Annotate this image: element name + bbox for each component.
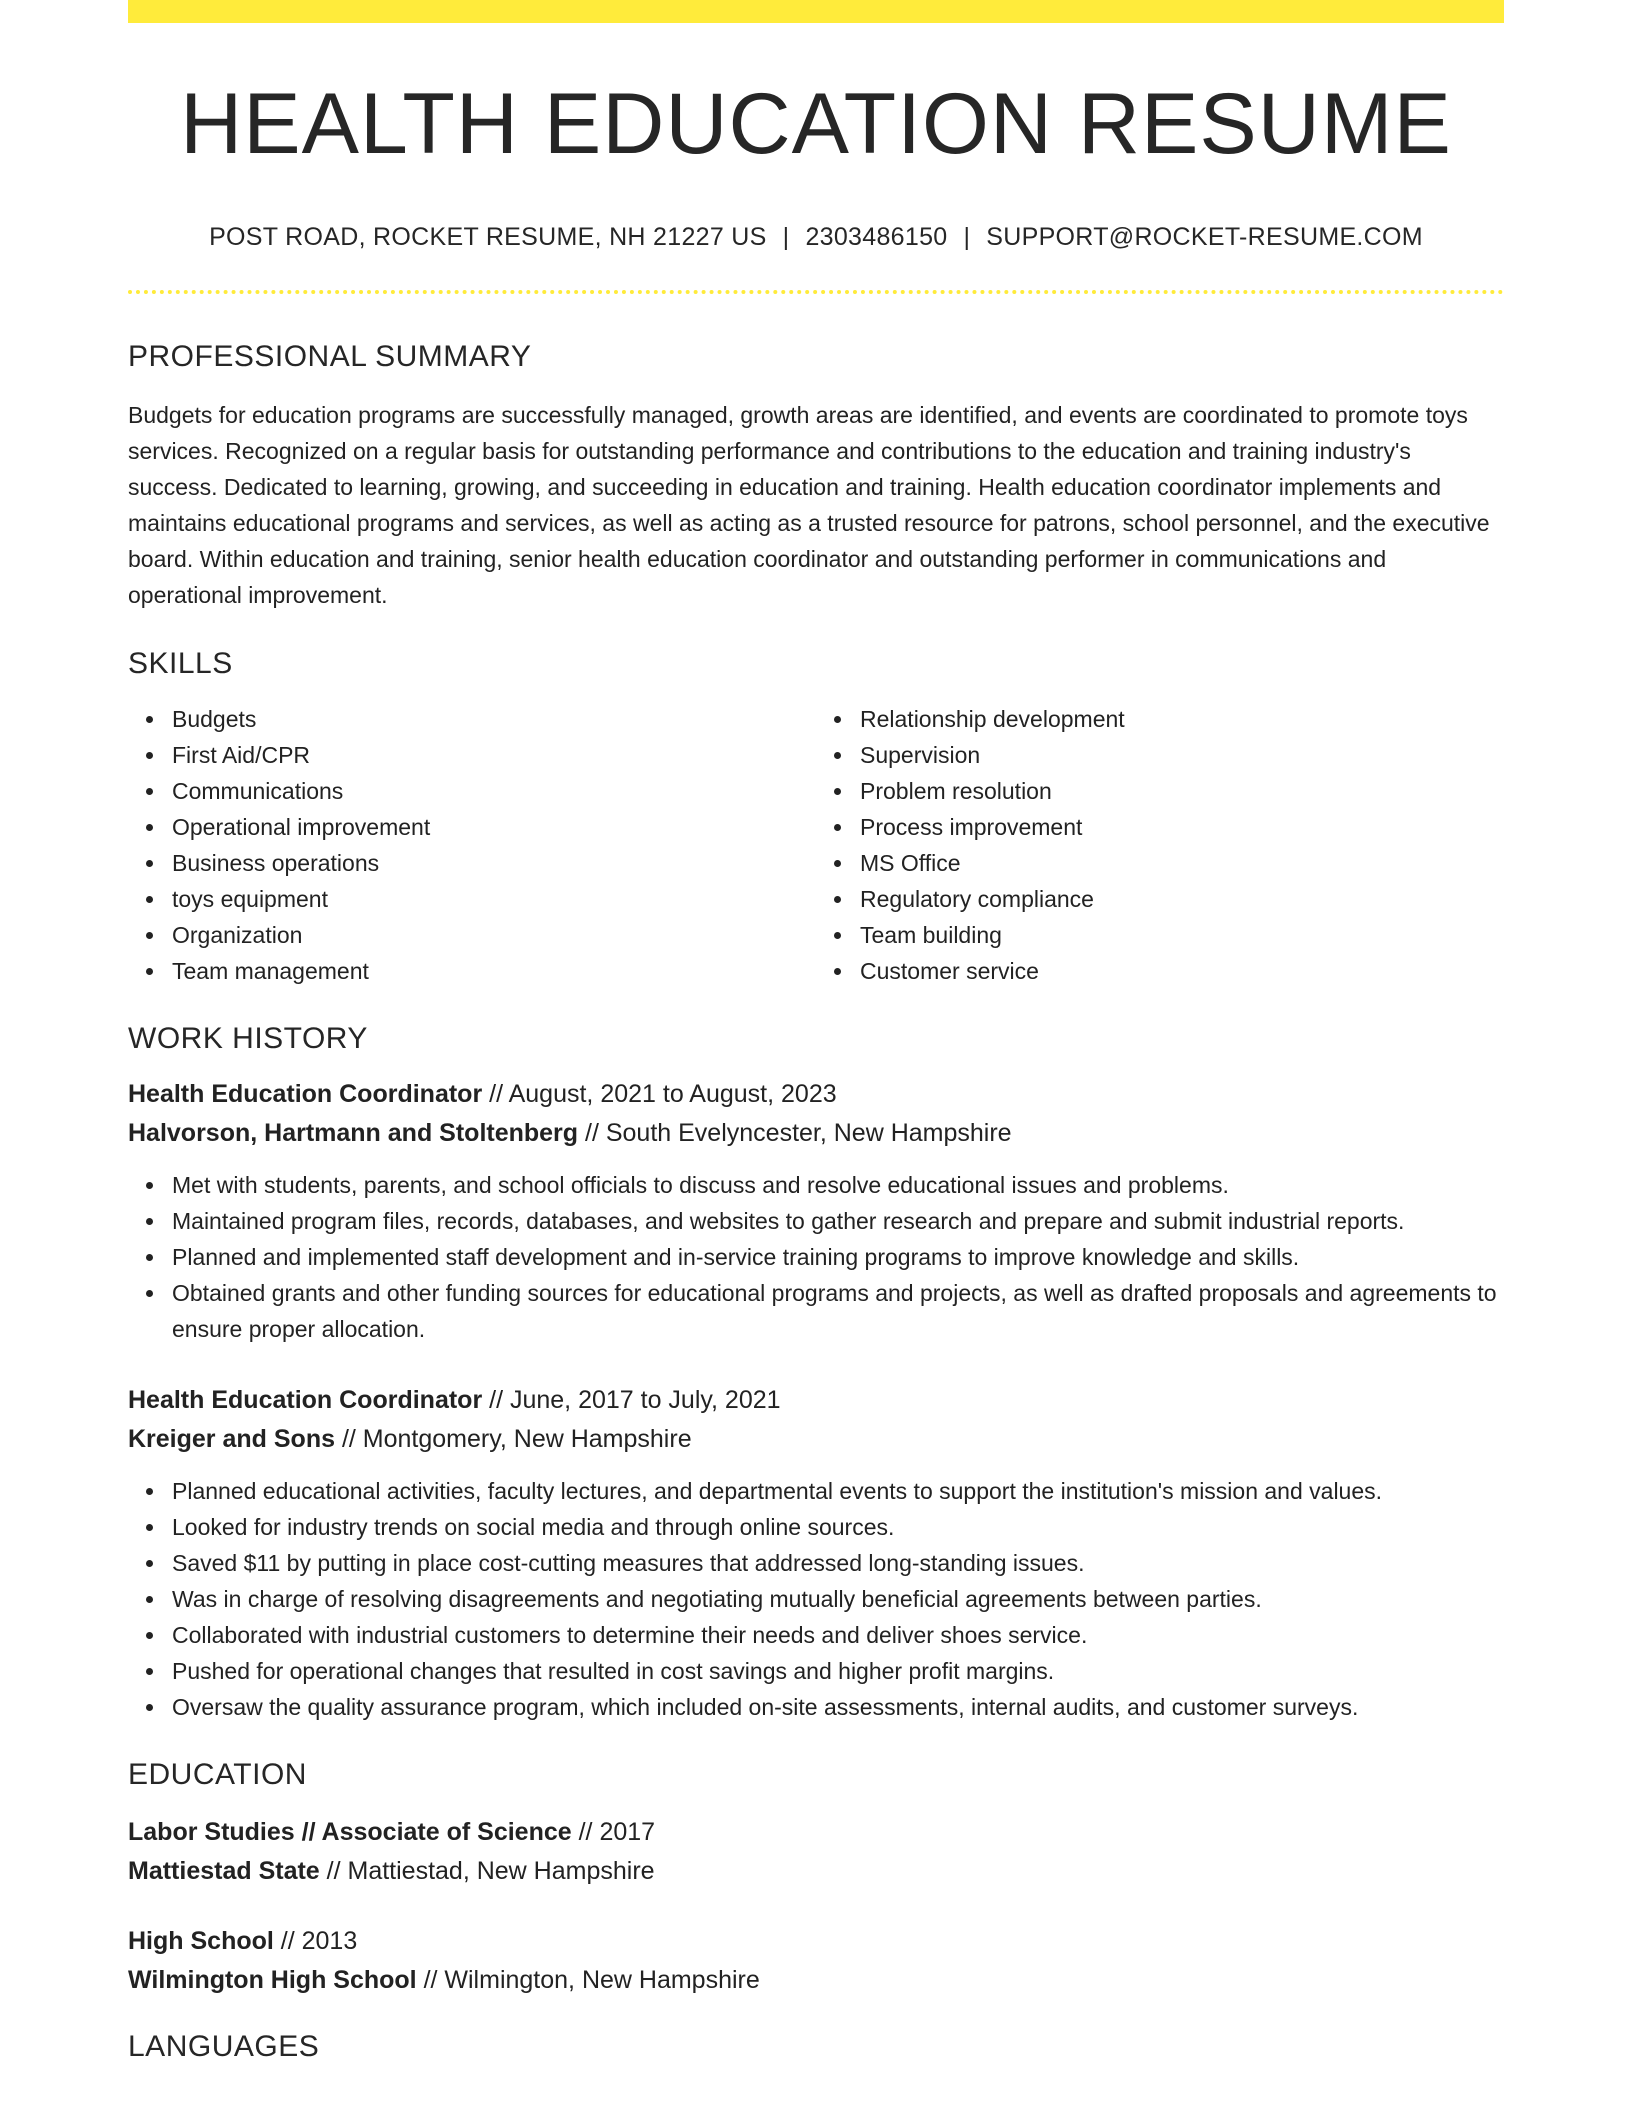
contact-email: SUPPORT@ROCKET-RESUME.COM (986, 223, 1423, 251)
skill-item: Process improvement (860, 809, 1504, 845)
contact-address: POST ROAD, ROCKET RESUME, NH 21227 US (209, 223, 767, 251)
education-school-line (128, 1852, 1504, 1891)
skill-item: Communications (172, 773, 816, 809)
skill-item: Problem resolution (860, 773, 1504, 809)
contact-phone: 2303486150 (805, 223, 948, 251)
education-school-line (128, 1961, 1504, 2000)
job-company: Halvorson, Hartmann and Stoltenberg (128, 1119, 579, 1147)
skills-heading: SKILLS (128, 647, 233, 680)
skill-item: Team management (172, 953, 816, 989)
job-company-line (128, 1420, 1504, 1459)
skill-item: toys equipment (172, 881, 816, 917)
skill-item: Relationship development (860, 701, 1504, 737)
education-degree: Labor Studies // Associate of Science (128, 1818, 572, 1846)
education-school: Mattiestad State (128, 1857, 320, 1885)
skill-item: Customer service (860, 953, 1504, 989)
job-bullet: Oversaw the quality assurance program, which included on-site assessments, internal audits, and customer surveys. (172, 1689, 1504, 1725)
education-school: Wilmington High School (128, 1966, 417, 1994)
skill-item: Team building (860, 917, 1504, 953)
job-company-line (128, 1114, 1504, 1153)
job-bullets (128, 1473, 1504, 1725)
summary-text: Budgets for education programs are successfully managed, growth areas are identified, and events are coordinated to promote toys services. Recognized on a regular basis for outstanding performance and contributions to the education and training industry's success. Dedicated to learning, growing, and succeeding in education and training. Health education coordinator implements and maintains educational programs and services, as well as acting as a trusted resource for patrons, school personnel, and the executive board. Within education and training, senior health education coordinator and outstanding performer in communications and operational improvement. (128, 402, 1490, 608)
education-location: // Mattiestad, New Hampshire (319, 1857, 655, 1885)
education-degree-line (128, 1922, 1504, 1961)
resume-title: HEALTH EDUCATION RESUME (180, 76, 1452, 172)
skills-grid (128, 701, 1504, 989)
accent-top-bar (128, 0, 1504, 23)
job-bullet: Was in charge of resolving disagreements and negotiating mutually beneficial agreements between parties. (172, 1581, 1504, 1617)
work-history-heading: WORK HISTORY (128, 1022, 368, 1055)
job-bullet: Planned and implemented staff development and in-service training programs to improve knowledge and skills. (172, 1239, 1504, 1275)
education-heading: EDUCATION (128, 1758, 307, 1791)
languages-heading: LANGUAGES (128, 2030, 320, 2063)
job-entry (128, 1075, 1504, 1347)
job-title: Health Education Coordinator (128, 1386, 483, 1414)
contact-line (128, 225, 1504, 250)
education-entry (128, 1813, 1504, 1891)
skills-left-column (128, 701, 816, 989)
education-degree-line (128, 1813, 1504, 1852)
resume-page (128, 0, 1504, 2062)
summary-heading: PROFESSIONAL SUMMARY (128, 340, 532, 373)
contact-separator: | (782, 223, 790, 251)
job-dates: // June, 2017 to July, 2021 (482, 1386, 781, 1414)
education-entry (128, 1922, 1504, 2000)
job-bullet: Pushed for operational changes that resulted in cost savings and higher profit margins. (172, 1653, 1504, 1689)
job-bullet: Obtained grants and other funding sources for educational programs and projects, as well as drafted proposals and agreements to ensure proper allocation. (172, 1275, 1504, 1347)
job-location: // Montgomery, New Hampshire (335, 1425, 692, 1453)
job-title: Health Education Coordinator (128, 1080, 483, 1108)
job-title-line (128, 1381, 1504, 1420)
job-company: Kreiger and Sons (128, 1425, 335, 1453)
skill-item: Regulatory compliance (860, 881, 1504, 917)
skill-item: MS Office (860, 845, 1504, 881)
job-dates: // August, 2021 to August, 2023 (482, 1080, 837, 1108)
education-location: // Wilmington, New Hampshire (416, 1966, 760, 1994)
job-entry (128, 1381, 1504, 1725)
education-degree: High School (128, 1927, 274, 1955)
job-bullet: Looked for industry trends on social media and through online sources. (172, 1509, 1504, 1545)
job-bullet: Collaborated with industrial customers to determine their needs and deliver shoes service. (172, 1617, 1504, 1653)
skill-item: Operational improvement (172, 809, 816, 845)
education-year: // 2013 (273, 1927, 358, 1955)
job-bullets (128, 1167, 1504, 1347)
skill-item: Budgets (172, 701, 816, 737)
job-bullet: Met with students, parents, and school officials to discuss and resolve educational issues and problems. (172, 1167, 1504, 1203)
skills-right-column (816, 701, 1504, 989)
job-location: // South Evelyncester, New Hampshire (578, 1119, 1012, 1147)
job-bullet: Planned educational activities, faculty lectures, and departmental events to support the institution's mission and values. (172, 1473, 1504, 1509)
skill-item: Supervision (860, 737, 1504, 773)
job-bullet: Saved $11 by putting in place cost-cutting measures that addressed long-standing issues. (172, 1545, 1504, 1581)
education-year: // 2017 (571, 1818, 656, 1846)
dotted-divider (128, 290, 1504, 294)
job-bullet: Maintained program files, records, databases, and websites to gather research and prepare and submit industrial reports. (172, 1203, 1504, 1239)
job-title-line (128, 1075, 1504, 1114)
skill-item: First Aid/CPR (172, 737, 816, 773)
skill-item: Organization (172, 917, 816, 953)
contact-separator: | (963, 223, 971, 251)
skill-item: Business operations (172, 845, 816, 881)
